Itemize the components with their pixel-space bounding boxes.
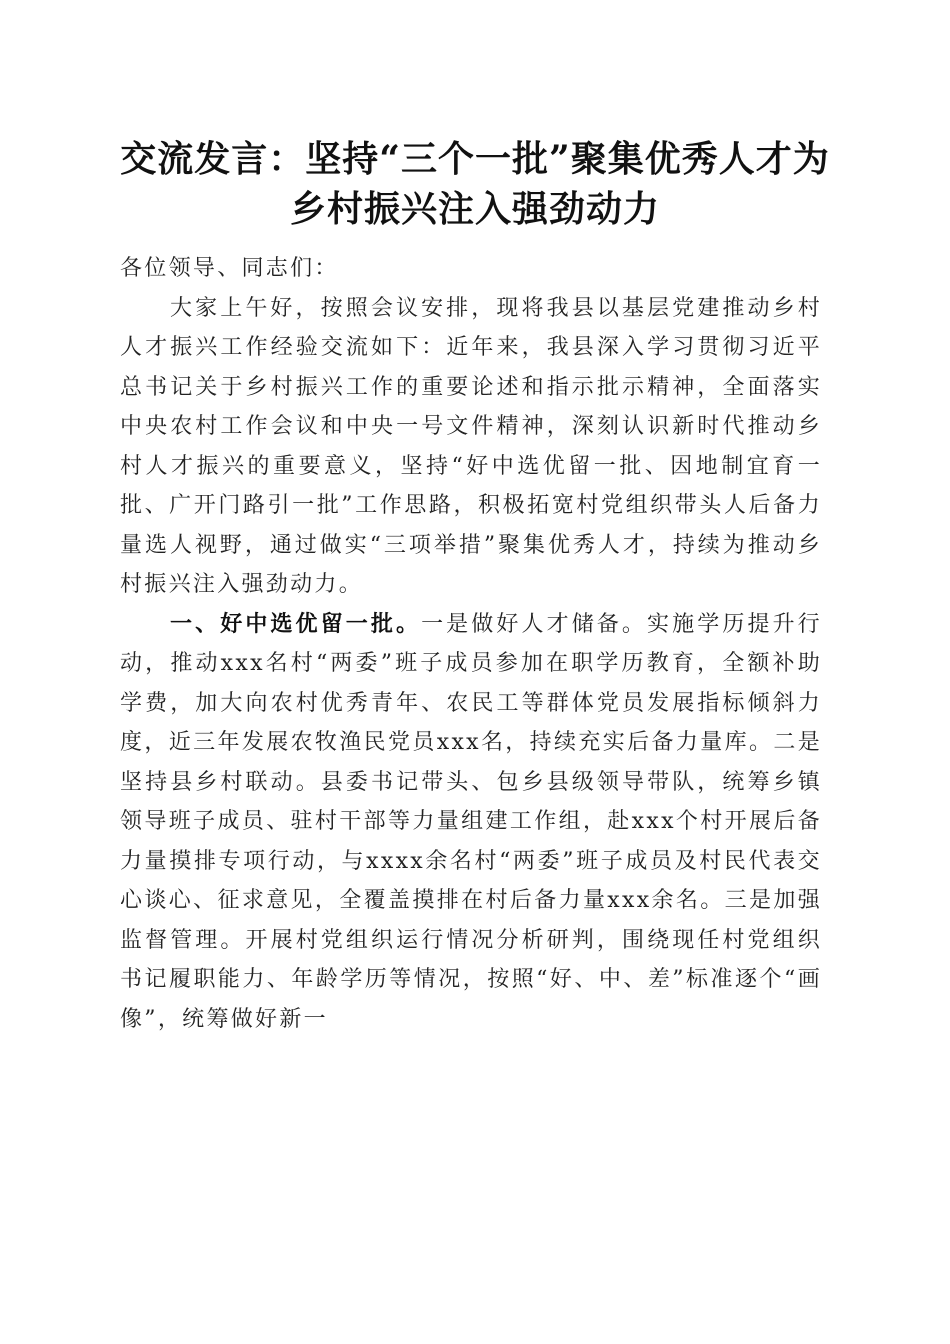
section-1-heading: 一、好中选优留一批。 xyxy=(170,611,422,637)
title-line-2: 乡村振兴注入强劲动力 xyxy=(289,188,660,230)
intro-paragraph: 大家上午好，按照会议安排，现将我县以基层党建推动乡村人才振兴工作经验交流如下：近年来，我县深入学习贯彻习近平总书记关于乡村振兴工作的重要论述和指示批示精神，全面落实中央农村工作会议和中央一号文件精神，深刻认识新时代推动乡村人才振兴的重要意义，坚持“好中选优留一批、因地制宜育一批、广开门路引一批”工作思路，积极拓宽村党组织带头人后备力量选人视野，通过做实“三项举措”聚集优秀人才，持续为推动乡村振兴注入强劲动力。 xyxy=(120,295,822,597)
section-1-body: 一是做好人才储备。实施学历提升行动，推动xxx名村“两委”班子成员参加在职学历教育，全额补助学费，加大向农村优秀青年、农民工等群体党员发展指标倾斜力度，近三年发展农牧渔民党员xxx名，持续充实后备力量库。二是坚持县乡村联动。县委书记带头、包乡县级领导带队，统筹乡镇领导班子成员、驻村干部等力量组建工作组，赴xxx个村开展后备力量摸排专项行动，与xxxx余名村“两委”班子成员及村民代表交心谈心、征求意见，全覆盖摸排在村后备力量xxx余名。三是加强监督管理。开展村党组织运行情况分析研判，围绕现任村党组织书记履职能力、年龄学历等情况，按照“好、中、差”标准逐个“画像”，统筹做好新一 xyxy=(120,611,822,1032)
section-1-paragraph xyxy=(120,605,822,1040)
title-line-1: 交流发言：坚持“三个一批”聚集优秀人才为 xyxy=(120,138,830,180)
document-title xyxy=(100,134,850,234)
salutation: 各位领导、同志们： xyxy=(120,256,339,281)
document-body xyxy=(120,249,822,1039)
